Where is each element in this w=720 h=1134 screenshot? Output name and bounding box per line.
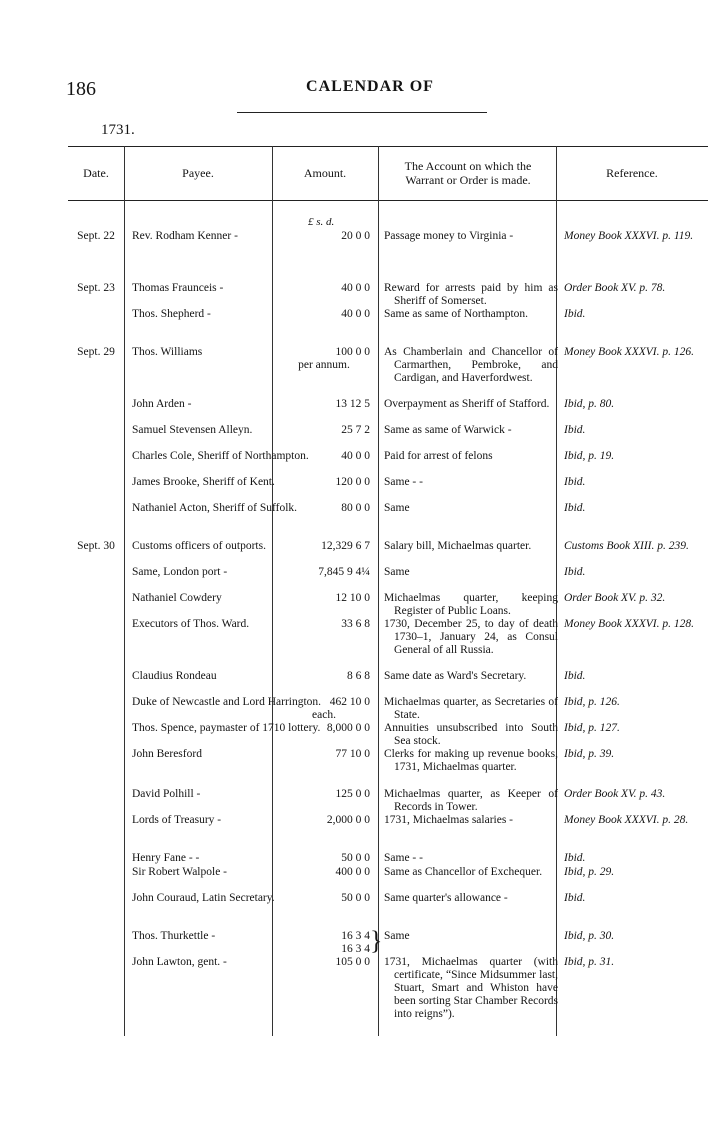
row-account: Overpayment as Sheriff of Stafford. bbox=[384, 398, 550, 410]
row-payee: Nathaniel Cowdery bbox=[132, 592, 222, 604]
row-account: Clerks for making up revenue books, 1731, Michaelmas quarter. bbox=[384, 748, 558, 773]
row-payee: John Beresford bbox=[132, 748, 202, 760]
row-account: Michaelmas quarter, as Keeper of Records in Tower. bbox=[384, 788, 558, 813]
row-amount: 12 10 0 bbox=[335, 592, 370, 604]
row-account: Same bbox=[384, 566, 410, 578]
row-amount: 2,000 0 0 bbox=[326, 814, 370, 826]
row-payee: Executors of Thos. Ward. bbox=[132, 618, 250, 630]
row-account: Salary bill, Michaelmas quarter. bbox=[384, 540, 532, 552]
row-account: Paid for arrest of felons bbox=[384, 450, 493, 462]
row-amount: 462 10 0 bbox=[329, 696, 370, 708]
row-amount: 100 0 0 bbox=[335, 346, 370, 358]
row-reference: Order Book XV. p. 43. bbox=[564, 788, 666, 800]
row-amount: 13 12 5 bbox=[335, 398, 370, 410]
row-account: 1731, Michaelmas salaries - bbox=[384, 814, 514, 826]
row-payee: John Arden - bbox=[132, 398, 192, 410]
row-reference: Ibid, p. 126. bbox=[564, 696, 620, 708]
row-payee: James Brooke, Sheriff of Kent. bbox=[132, 476, 275, 488]
row-amount: 120 0 0 bbox=[335, 476, 370, 488]
row-reference: Ibid. bbox=[564, 308, 586, 320]
row-amount-2: 16 3 4 bbox=[341, 943, 370, 955]
row-amount: 12,329 6 7 bbox=[321, 540, 370, 552]
row-account: Michaelmas quarter, as Secretaries of State. bbox=[384, 696, 558, 721]
row-reference: Ibid, p. 39. bbox=[564, 748, 615, 760]
row-account: Same quarter's allowance - bbox=[384, 892, 508, 904]
row-reference: Money Book XXXVI. p. 126. bbox=[564, 346, 694, 358]
row-payee: David Polhill - bbox=[132, 788, 201, 800]
row-reference: Ibid, p. 30. bbox=[564, 930, 615, 942]
row-account: Same - - bbox=[384, 476, 423, 488]
row-reference: Ibid. bbox=[564, 670, 586, 682]
row-reference: Ibid, p. 29. bbox=[564, 866, 615, 878]
row-amount: 40 0 0 bbox=[341, 308, 370, 320]
row-payee: Thos. Williams bbox=[132, 346, 203, 358]
row-amount: 80 0 0 bbox=[341, 502, 370, 514]
row-amount: 40 0 0 bbox=[341, 282, 370, 294]
row-reference: Money Book XXXVI. p. 119. bbox=[564, 230, 694, 242]
row-payee: Claudius Rondeau bbox=[132, 670, 217, 682]
row-reference: Ibid. bbox=[564, 424, 586, 436]
warrant-table bbox=[68, 146, 708, 1036]
row-payee: John Lawton, gent. - bbox=[132, 956, 227, 968]
column-divider bbox=[124, 146, 125, 1036]
row-payee: Rev. Rodham Kenner - bbox=[132, 230, 238, 242]
row-date: Sept. 30 bbox=[77, 540, 115, 552]
row-amount: 8,000 0 0 bbox=[326, 722, 370, 734]
row-amount: 400 0 0 bbox=[335, 866, 370, 878]
running-head: CALENDAR OF bbox=[306, 78, 434, 95]
row-payee: Customs officers of outports. bbox=[132, 540, 266, 552]
row-account: 1731, Michaelmas quarter (with certificate, “Since Midsummer last, Stuart, Smart and Whiston have been sorting Star Chamber Records into reigns”). bbox=[384, 956, 558, 1020]
row-date: Sept. 29 bbox=[77, 346, 115, 358]
row-payee: Thos. Thurkettle - bbox=[132, 930, 216, 942]
row-reference: Ibid. bbox=[564, 852, 586, 864]
row-reference: Order Book XV. p. 32. bbox=[564, 592, 666, 604]
row-payee: Nathaniel Acton, Sheriff of Suffolk. bbox=[132, 502, 298, 514]
row-payee: Thos. Shepherd - bbox=[132, 308, 211, 320]
row-amount-note: each. bbox=[312, 709, 336, 721]
row-reference: Customs Book XIII. p. 239. bbox=[564, 540, 689, 552]
amount-brace: } bbox=[370, 926, 383, 955]
row-account: Same as same of Warwick - bbox=[384, 424, 512, 436]
row-reference: Ibid, p. 19. bbox=[564, 450, 615, 462]
row-account: Reward for arrests paid by him as Sheriff of Somerset. bbox=[384, 282, 558, 307]
header-amount: Amount. bbox=[303, 166, 347, 180]
row-account: Annuities unsubscribed into South Sea stock. bbox=[384, 722, 558, 747]
row-payee: Thos. Spence, paymaster of 1710 lottery. bbox=[132, 722, 321, 734]
row-payee: John Couraud, Latin Secretary. bbox=[132, 892, 275, 904]
row-account: Same bbox=[384, 502, 410, 514]
row-payee: Lords of Treasury - bbox=[132, 814, 222, 826]
row-payee: Henry Fane - - bbox=[132, 852, 200, 864]
row-reference: Ibid. bbox=[564, 566, 586, 578]
head-rule bbox=[237, 112, 487, 113]
row-reference: Money Book XXXVI. p. 28. bbox=[564, 814, 689, 826]
row-amount: 7,845 9 4¼ bbox=[318, 566, 370, 578]
row-amount: 25 7 2 bbox=[341, 424, 370, 436]
row-reference: Ibid. bbox=[564, 502, 586, 514]
row-amount: 33 6 8 bbox=[341, 618, 370, 630]
row-payee: Thomas Fraunceis - bbox=[132, 282, 224, 294]
row-account: Michaelmas quarter, keeping Register of Public Loans. bbox=[384, 592, 558, 617]
header-payee: Payee. bbox=[182, 166, 214, 180]
header-date: Date. bbox=[83, 166, 109, 180]
row-account: Same bbox=[384, 930, 410, 942]
row-amount: 8 6 8 bbox=[347, 670, 370, 682]
row-payee: Sir Robert Walpole - bbox=[132, 866, 227, 878]
row-amount: 105 0 0 bbox=[335, 956, 370, 968]
row-payee: Duke of Newcastle and Lord Harrington. bbox=[132, 696, 322, 708]
row-date: Sept. 22 bbox=[77, 230, 115, 242]
row-amount: 16 3 4 bbox=[341, 930, 370, 942]
row-reference: Ibid, p. 31. bbox=[564, 956, 615, 968]
row-account: Same date as Ward's Secretary. bbox=[384, 670, 527, 682]
row-amount: 50 0 0 bbox=[341, 892, 370, 904]
row-amount: 125 0 0 bbox=[335, 788, 370, 800]
row-reference: Ibid, p. 127. bbox=[564, 722, 620, 734]
year-label: 1731. bbox=[101, 122, 135, 138]
row-date: Sept. 23 bbox=[77, 282, 115, 294]
header-reference: Reference. bbox=[606, 166, 658, 180]
page-number: 186 bbox=[66, 78, 96, 100]
row-payee: Same, London port - bbox=[132, 566, 228, 578]
row-reference: Order Book XV. p. 78. bbox=[564, 282, 666, 294]
row-amount: 50 0 0 bbox=[341, 852, 370, 864]
row-reference: Ibid. bbox=[564, 476, 586, 488]
column-divider bbox=[378, 146, 379, 1036]
row-payee: Samuel Stevensen Alleyn. bbox=[132, 424, 253, 436]
row-amount-note: per annum. bbox=[298, 359, 350, 371]
row-account: Same - - bbox=[384, 852, 423, 864]
row-amount: 77 10 0 bbox=[335, 748, 370, 760]
row-amount: 40 0 0 bbox=[341, 450, 370, 462]
row-payee: Charles Cole, Sheriff of Northampton. bbox=[132, 450, 309, 462]
row-reference: Money Book XXXVI. p. 128. bbox=[564, 618, 694, 630]
row-account: As Chamberlain and Chancellor of Carmarthen, Pembroke, and Cardigan, and Haverfordwest. bbox=[384, 346, 558, 384]
row-account: Passage money to Virginia - bbox=[384, 230, 514, 242]
row-amount: 20 0 0 bbox=[341, 230, 370, 242]
row-reference: Ibid, p. 80. bbox=[564, 398, 615, 410]
header-bottom-rule bbox=[68, 200, 708, 201]
row-account: Same as Chancellor of Exchequer. bbox=[384, 866, 543, 878]
header-account: The Account on which the Warrant or Order is made. bbox=[404, 159, 532, 187]
row-reference: Ibid. bbox=[564, 892, 586, 904]
row-account: Same as same of Northampton. bbox=[384, 308, 529, 320]
amount-units: £ s. d. bbox=[308, 216, 335, 228]
row-account: 1730, December 25, to day of death 1730–1, January 24, as Consul General of all Russia. bbox=[384, 618, 558, 656]
